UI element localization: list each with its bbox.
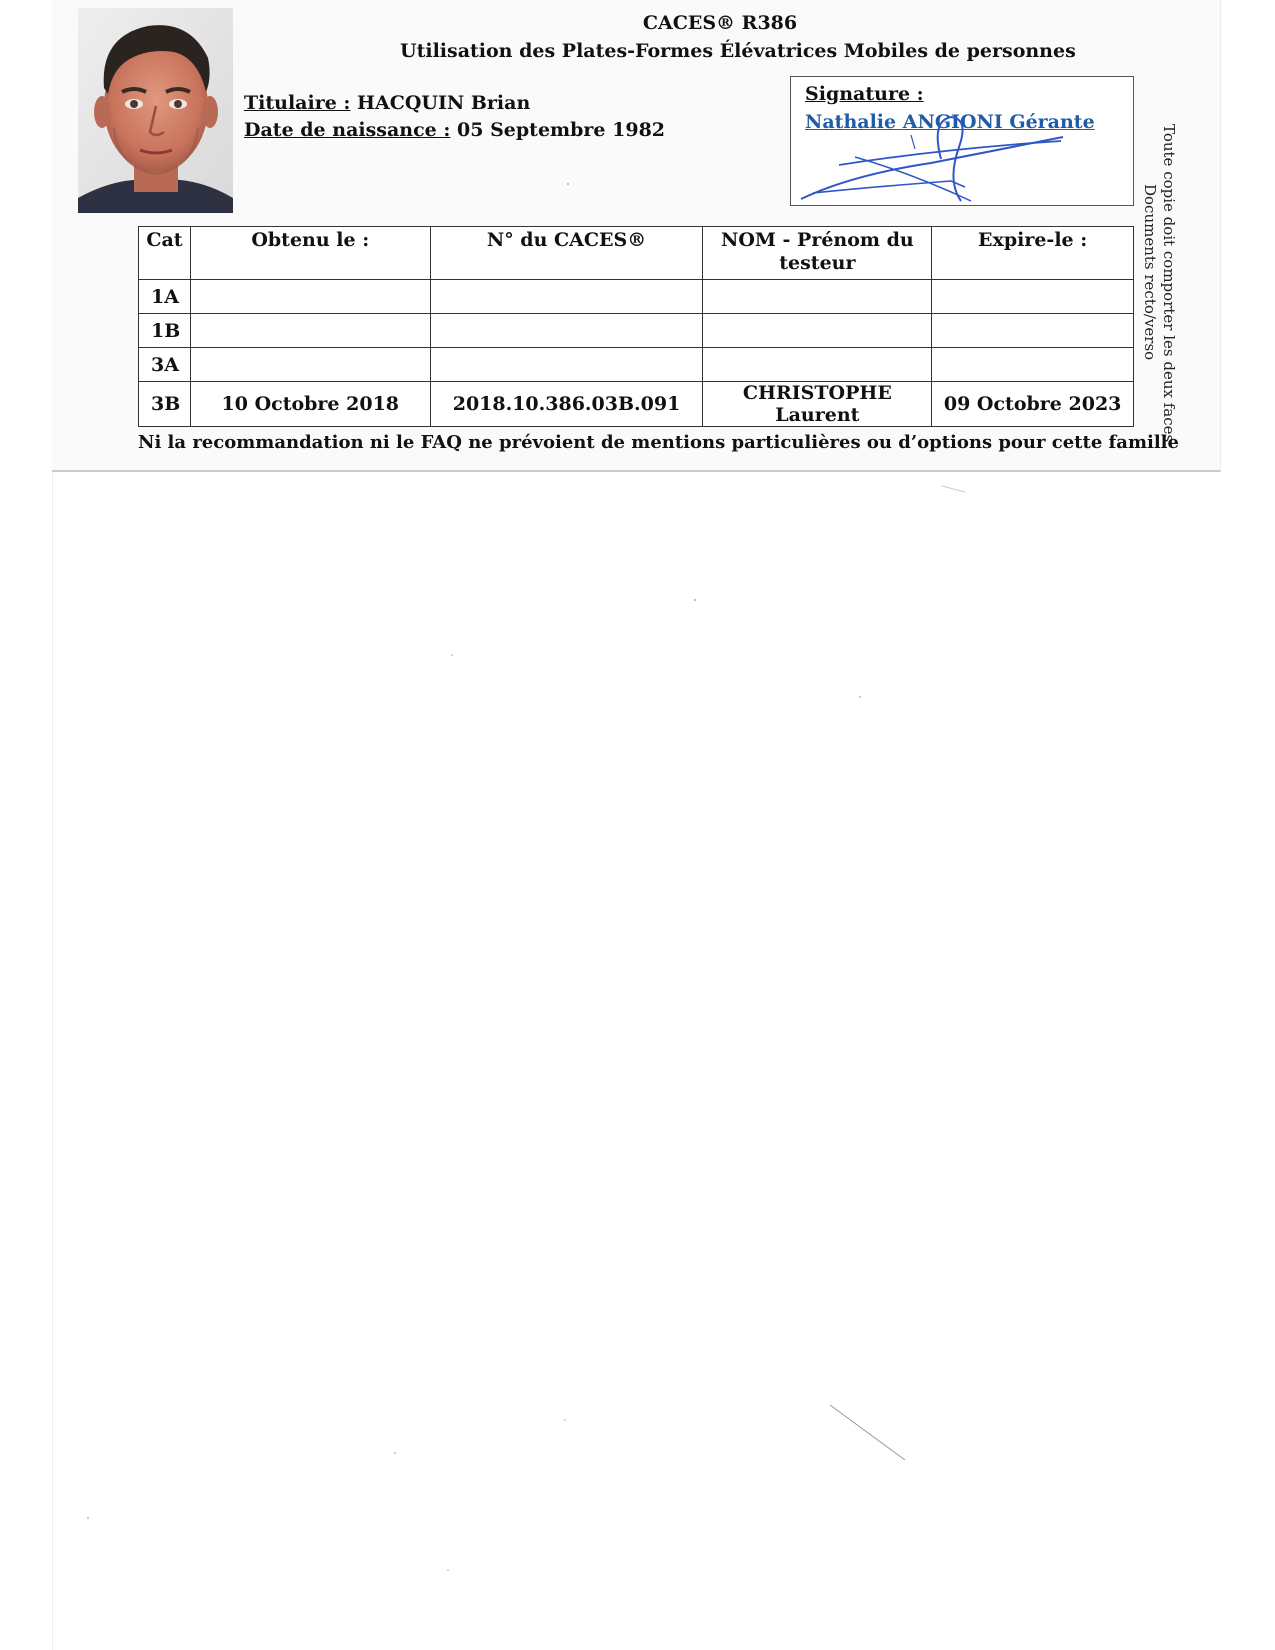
birthdate-label: Date de naissance :: [244, 119, 451, 141]
column-header-obtained: Obtenu le :: [190, 227, 430, 280]
category-cell: 1A: [139, 280, 191, 314]
tester-cell: CHRISTOPHE Laurent: [703, 382, 932, 427]
document-subtitle: Utilisation des Plates-Formes Élévatrices Mobiles de personnes: [400, 40, 1076, 62]
signature-label: Signature :: [805, 83, 924, 105]
column-header-expires: Expire-le :: [932, 227, 1134, 280]
category-cell: 1B: [139, 314, 191, 348]
obtained-date-cell: 10 Octobre 2018: [190, 382, 430, 427]
side-note-recto-verso: Documents recto/verso: [1141, 184, 1159, 361]
caces-number-cell: 2018.10.386.03B.091: [430, 382, 703, 427]
footer-note: Ni la recommandation ni le FAQ ne prévoient de mentions particulières ou d’options pour cette famille: [138, 432, 1179, 453]
birthdate-value: 05 Septembre 1982: [450, 119, 666, 141]
category-cell: 3B: [139, 382, 191, 427]
column-header-caces-number: N° du CACES®: [430, 227, 703, 280]
column-header-cat: Cat: [139, 227, 191, 280]
holder-name: HACQUIN Brian: [350, 92, 531, 114]
side-note-copy: Toute copie doit comporter les deux faces: [1160, 124, 1178, 443]
holder-label: Titulaire :: [244, 92, 351, 114]
column-header-tester: NOM - Prénom du testeur: [703, 227, 932, 280]
document-title: CACES® R386: [642, 12, 798, 34]
signatory-name: Nathalie ANGIONI Gérante: [805, 111, 1095, 133]
category-cell: 3A: [139, 348, 191, 382]
expiry-date-cell: 09 Octobre 2023: [932, 382, 1134, 427]
